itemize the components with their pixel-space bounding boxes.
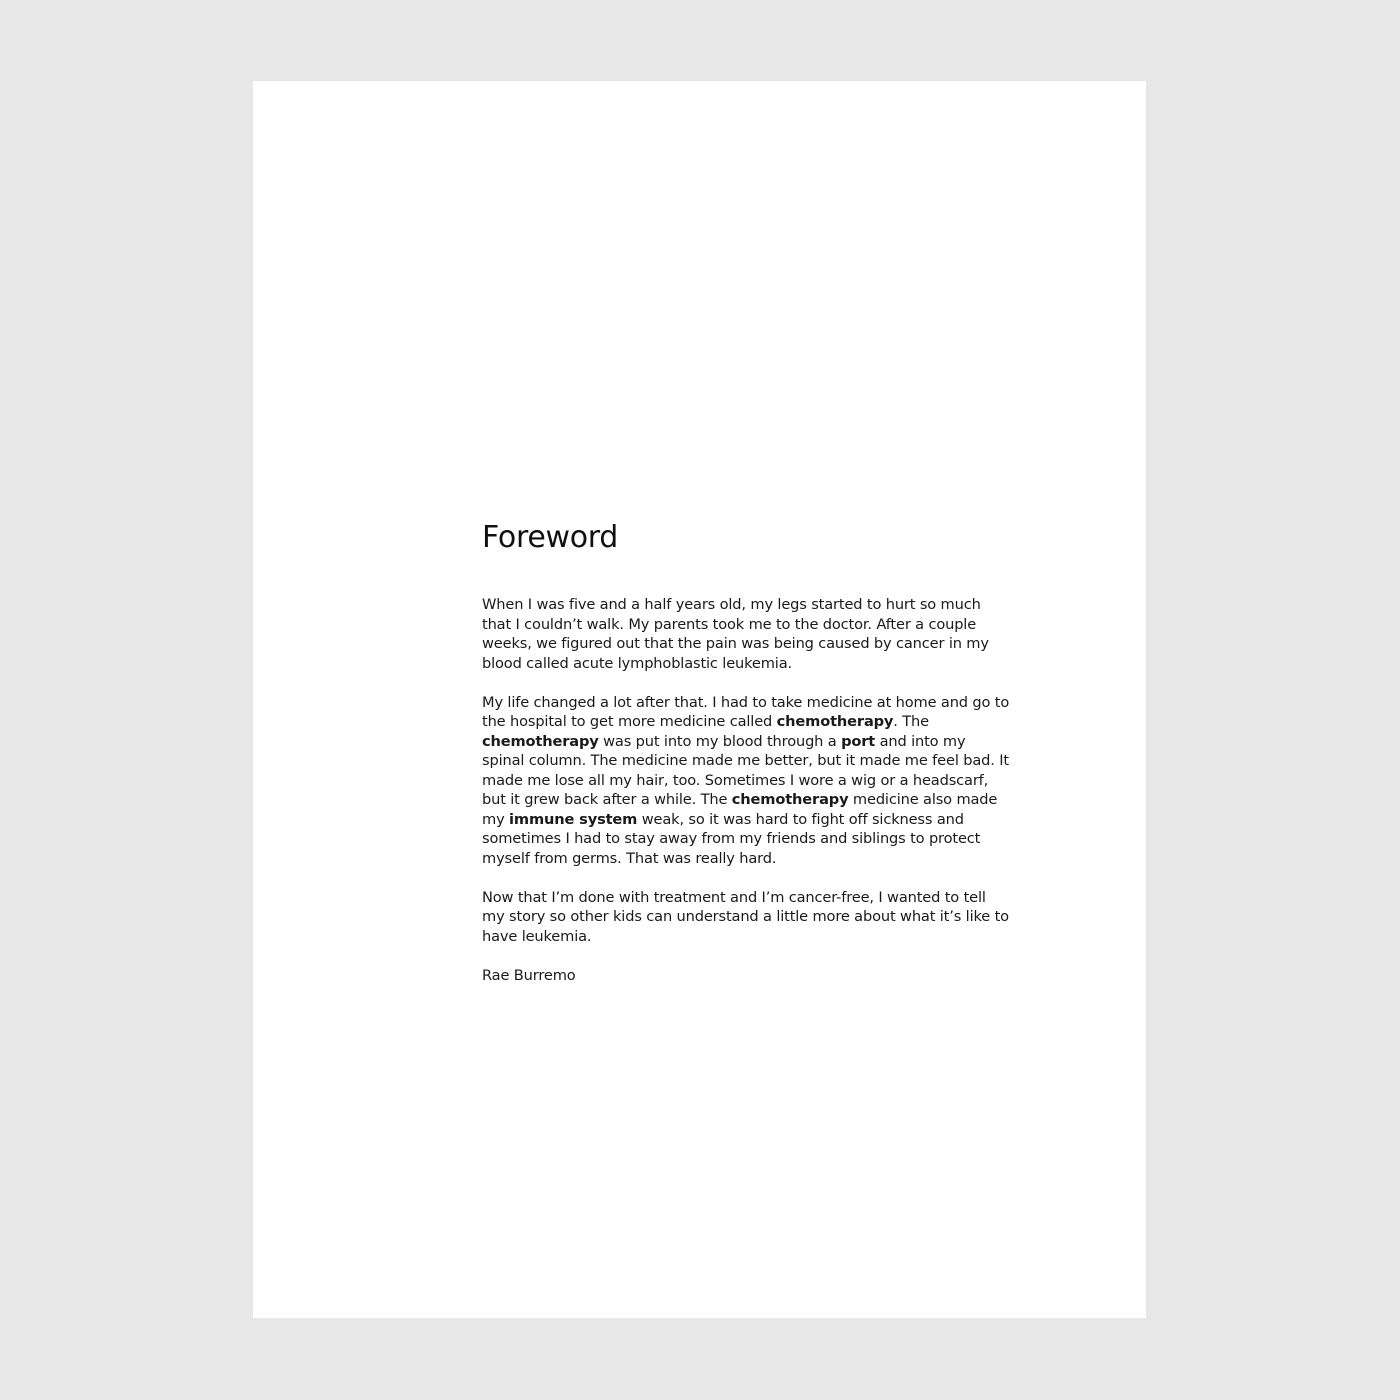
bold-term: chemotherapy: [776, 713, 894, 730]
foreword-content: [482, 519, 1012, 985]
bold-term: chemotherapy: [731, 791, 849, 808]
bold-term: immune system: [509, 810, 638, 828]
paragraph-3: Now that I’m done with treatment and I’m cancer-free, I wanted to tell my story so other kids can understand a little more about what it’s like to have leukemia.: [482, 888, 1009, 945]
author-signature: Rae Burremo: [482, 966, 576, 984]
document-page: [253, 81, 1146, 1318]
page-title: Foreword: [482, 520, 619, 555]
bold-term: port: [841, 732, 876, 750]
paragraph-1: When I was five and a half years old, my legs started to hurt so much that I couldn’t walk. My parents took me to the doctor. After a couple weeks, we figured out that the pain was being caused by cancer in my blood called acute lymphoblastic leukemia.: [482, 596, 989, 672]
bold-term: chemotherapy: [482, 732, 599, 750]
paragraph-2: My life changed a lot after that. I had to take medicine at home and go to the hospital to get more medicine called chemotherapy. The chemotherapy was put into my blood through a port and into my spinal column. The medicine made me better, but it made me feel bad. It made me lose all my hair, too. Sometimes I wore a wig or a headscarf, but it grew back after a while. The chemotherapy medicine also made my immune system weak, so it was hard to fight off sickness and sometimes I had to stay away from my friends and siblings to protect myself from germs. That was really hard.: [482, 693, 1010, 867]
